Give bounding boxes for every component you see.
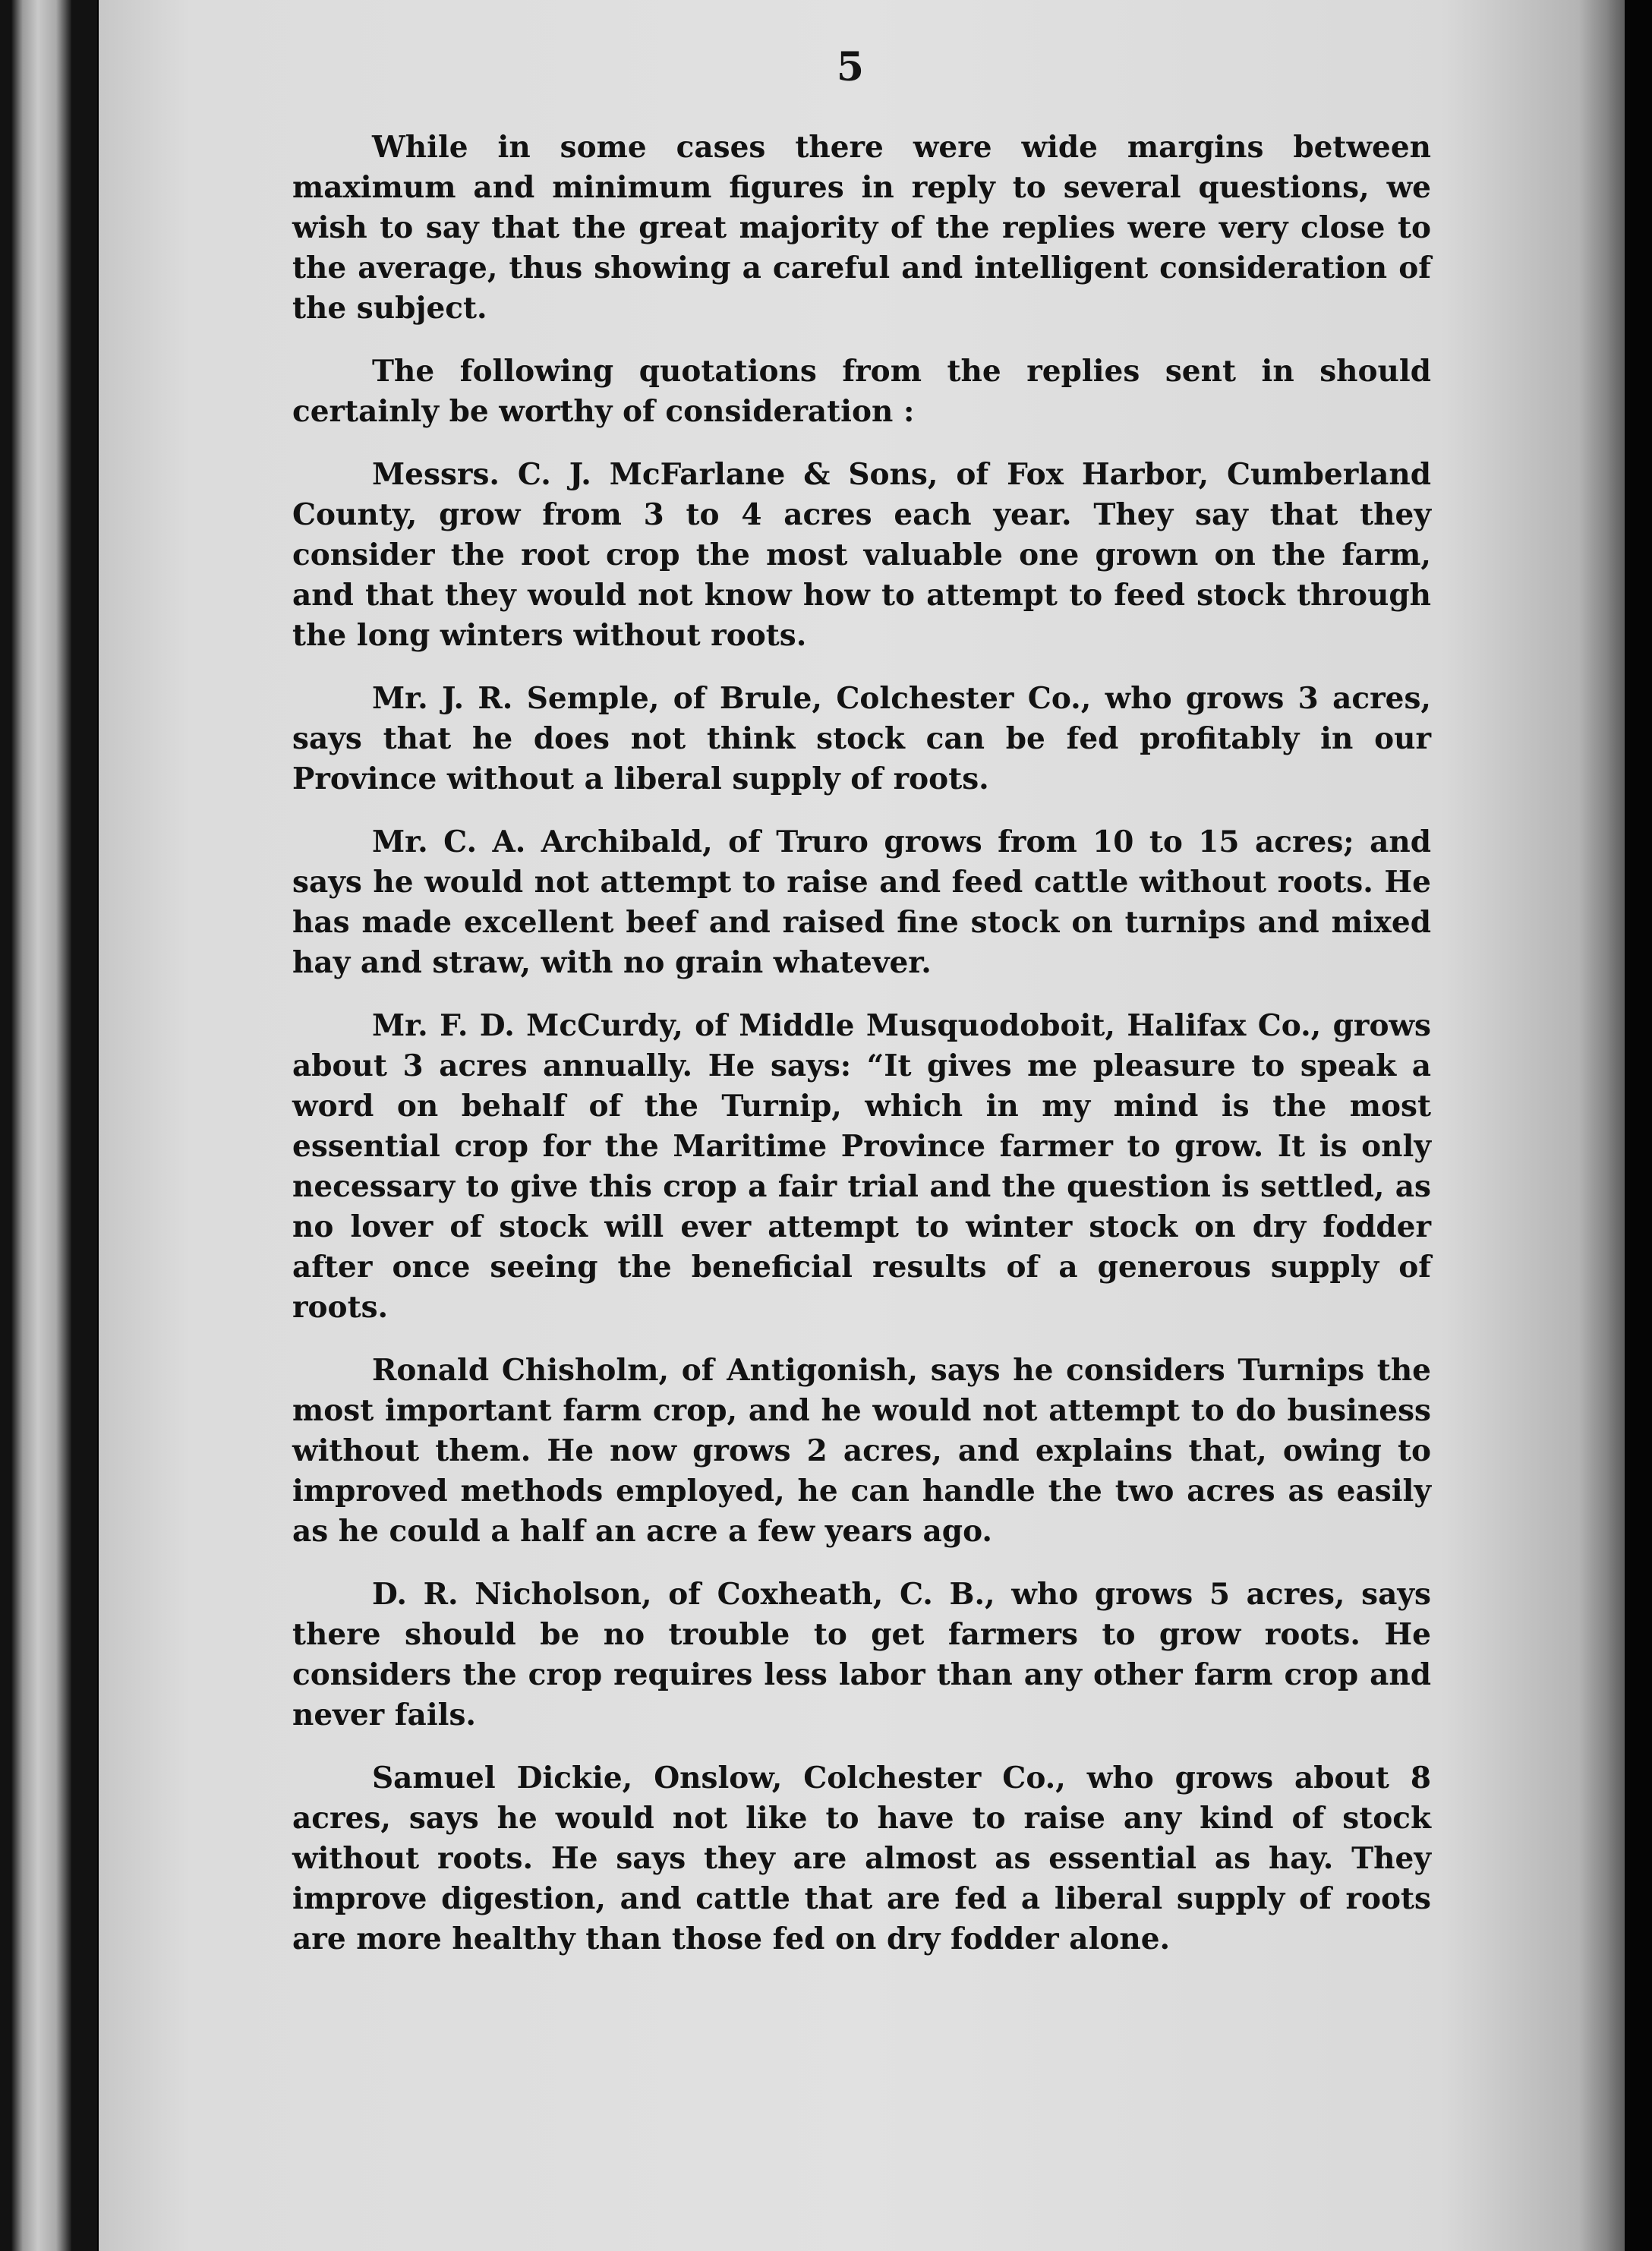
page-number: 5 bbox=[836, 44, 865, 90]
paragraph-quotations-intro: The following quotations from the replies sent in should certainly be worthy of consideration : bbox=[292, 354, 1431, 429]
book-spine bbox=[11, 0, 71, 2251]
paragraph-mcfarlane: Messrs. C. J. McFarlane & Sons, of Fox Harbor, Cumberland County, grow from 3 to 4 acres each year. They say that they consider the root crop the most valuable one grown on the farm, and that they would not know how to attempt to feed stock through the long winters without roots. bbox=[292, 457, 1431, 653]
paragraph-margins-of-replies: While in some cases there were wide margins between maximum and minimum figures in reply to several questions, we wish to say that the great majority of the replies were very close to the average, thus showing a careful and intelligent consideration of the subject. bbox=[292, 130, 1431, 326]
page-body bbox=[292, 128, 1431, 1982]
paragraph-chisholm: Ronald Chisholm, of Antigonish, says he considers Turnips the most important farm crop, and he would not attempt to do business without them. He now grows 2 acres, and explains that, owing to improved methods employed, he can handle the two acres as easily as he could a half an acre a few years ago. bbox=[292, 1353, 1431, 1549]
scan-right-margin bbox=[1625, 0, 1652, 2251]
paragraph-nicholson: D. R. Nicholson, of Coxheath, C. B., who grows 5 acres, says there should be no trouble to get farmers to grow roots. He considers the crop requires less labor than any other farm crop and never fails. bbox=[292, 1577, 1431, 1732]
paragraph-archibald: Mr. C. A. Archibald, of Truro grows from 10 to 15 acres; and says he would not attempt to raise and feed cattle without roots. He has made excellent beef and raised fine stock on turnips and mixed hay and straw, with no grain whatever. bbox=[292, 824, 1431, 980]
paragraph-dickie: Samuel Dickie, Onslow, Colchester Co., who grows about 8 acres, says he would not like to have to raise any kind of stock without roots. He says they are almost as essential as hay. They improve digestion, and cattle that are fed a liberal supply of roots are more healthy than those fed on dry fodder alone. bbox=[292, 1761, 1431, 1956]
paragraph-semple: Mr. J. R. Semple, of Brule, Colchester Co., who grows 3 acres, says that he does not think stock can be fed profitably in our Province without a liberal supply of roots. bbox=[292, 681, 1431, 796]
paragraph-mccurdy: Mr. F. D. McCurdy, of Middle Musquodoboit, Halifax Co., grows about 3 acres annually. He says: “It gives me pleasure to speak a word on behalf of the Turnip, which in my mind is the most essential crop for the Maritime Province farmer to grow. It is only necessary to give this crop a fair trial and the question is settled, as no lover of stock will ever attempt to winter stock on dry fodder after once seeing the beneficial results of a generous supply of roots. bbox=[292, 1008, 1431, 1325]
